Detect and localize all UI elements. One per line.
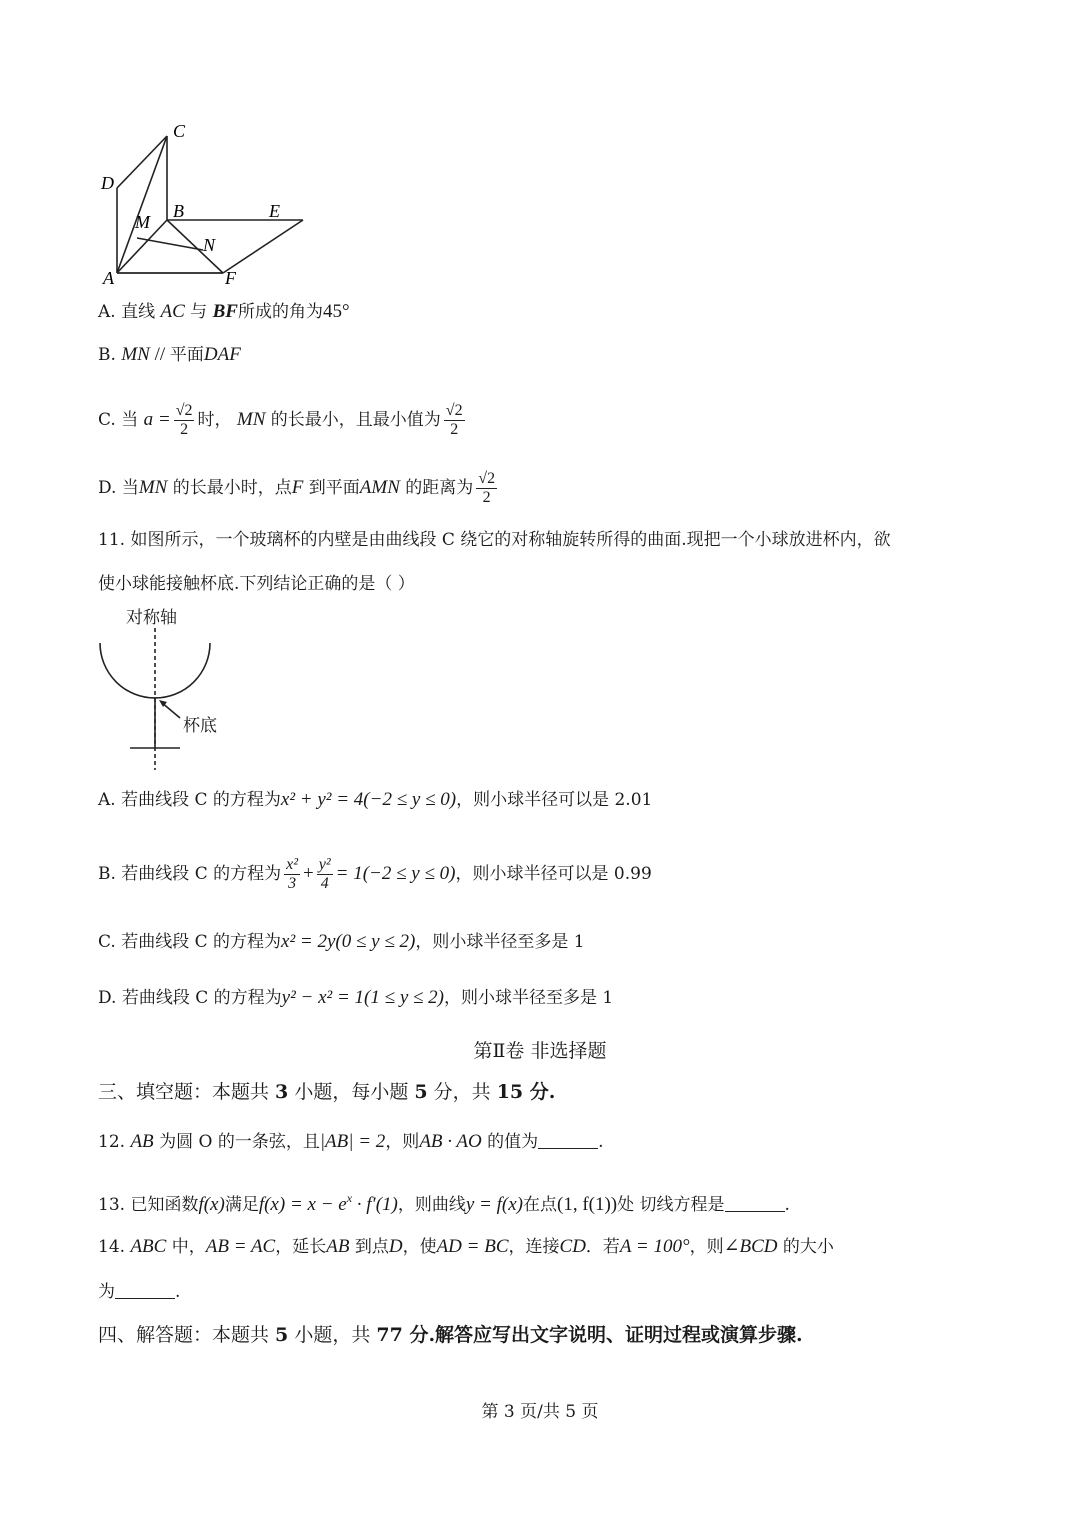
question-13: 13. 已知函数f(x)满足$f(x) = x - e^x \cdot f'(1)$，则曲线y = f(x)在点(1, f(1))处 切线方程是 . (98, 1191, 790, 1215)
label-D: D (101, 173, 114, 193)
q11-option-a: A. 若曲线段 C 的方程为x² + y² = 4(−2 ≤ y ≤ 0)，则小球半径可以是 2.01 (98, 789, 653, 810)
question-12: 12. AB 为圆 O 的一条弦，且|AB| = 2，则AB · AO 的值为 . (98, 1131, 604, 1152)
prism-figure (95, 118, 315, 293)
q11-stem-line1: 11. 如图所示，一个玻璃杯的内壁是由曲线段 C 绕它的对称轴旋转所得的曲面.现把一个小球放进杯内，欲 (98, 530, 891, 550)
q11-option-b: B. 若曲线段 C 的方程为 $\frac{\text{x²}}{3}$ + $\frac{\text{y²}}{4}$ = 1(−2 ≤ y ≤ 0)，则小球半径可以是 0.99 (98, 856, 652, 892)
answer-blank[interactable] (538, 1130, 598, 1149)
axis-label: 对称轴 (126, 608, 177, 628)
section4-heading: 四、解答题：本题共 5 小题，共 77 分.解答应写出文字说明、证明过程或演算步骤. (98, 1324, 803, 1346)
label-C: C (173, 121, 186, 141)
answer-blank[interactable] (725, 1193, 785, 1212)
section3-heading: 三、填空题：本题共 3 小题，每小题 5 分，共 15 分. (98, 1081, 556, 1103)
q11-option-d: D. 若曲线段 C 的方程为y² − x² = 1(1 ≤ y ≤ 2)，则小球半径至多是 1 (98, 987, 614, 1008)
question-14-line2: 为 . (98, 1282, 181, 1302)
label-M: M (135, 212, 150, 232)
q11-option-c: C. 若曲线段 C 的方程为x² = 2y(0 ≤ y ≤ 2)，则小球半径至多是 1 (98, 931, 585, 952)
label-F: F (225, 268, 236, 288)
q10-option-d: D. 当MN 的长最小时，点F 到平面AMN 的距离为 $\frac{√2}{2}$ (98, 470, 496, 506)
question-14: 14. ABC 中，AB = AC，延长AB 到点D，使AD = BC，连接CD．若A = 100°，则∠BCD 的大小 (98, 1236, 834, 1257)
label-E: E (269, 201, 280, 221)
label-N: N (203, 235, 216, 255)
cup-bottom-label: 杯底 (183, 716, 217, 736)
answer-blank[interactable] (115, 1280, 175, 1299)
label-A: A (103, 268, 114, 288)
q10-option-a: A. 直线 AC 与 BF所成的角为45° (98, 301, 350, 322)
q10-option-c: C. 当 a = $\frac{√2}{2}$ 时， MN 的长最小，且最小值为 $\frac{√2}{2}$ (98, 402, 463, 438)
label-B: B (173, 201, 184, 221)
part2-title: 第Ⅱ卷 非选择题 (473, 1040, 607, 1062)
q11-stem-line2: 使小球能接触杯底.下列结论正确的是（ ） (98, 574, 415, 594)
cup-figure (95, 628, 235, 773)
q10-option-b: B. MN // 平面DAF (98, 344, 241, 365)
page-footer: 第 3 页/共 5 页 (481, 1402, 599, 1422)
